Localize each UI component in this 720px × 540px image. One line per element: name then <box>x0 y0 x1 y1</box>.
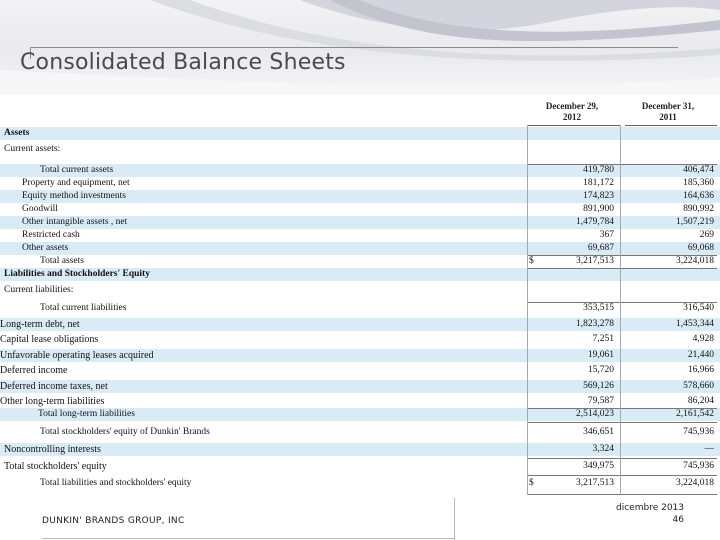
table-row <box>0 443 720 456</box>
currency-symbol: $ <box>529 478 534 488</box>
value-2011: 21,440 <box>687 350 714 360</box>
table-row <box>0 349 720 362</box>
currency-symbol: $ <box>529 256 534 266</box>
value-2012: 2,514,023 <box>576 409 614 419</box>
row-label: Assets <box>4 128 30 138</box>
value-2011: 164,636 <box>683 191 714 201</box>
row-label: Other assets <box>22 243 69 253</box>
column-header-2012-year: 2012 <box>563 112 581 122</box>
column-underline-2012 <box>528 125 620 126</box>
footer-page-number: 46 <box>672 515 684 525</box>
value-2012: 891,900 <box>583 204 614 214</box>
row-label: Total current liabilities <box>40 303 127 313</box>
value-2011: 269 <box>699 230 714 240</box>
value-2012: 7,251 <box>592 334 614 344</box>
value-2012: 69,687 <box>587 243 614 253</box>
value-2011: 185,360 <box>683 178 714 188</box>
table-row <box>0 364 720 377</box>
column-header-2012-date: December 29, <box>545 101 599 111</box>
column-header-2011-date: December 31, <box>641 101 695 111</box>
column-divider <box>620 125 621 495</box>
value-2011: 316,540 <box>683 303 714 313</box>
table-row <box>0 477 720 490</box>
value-2011: 3,224,018 <box>676 256 714 266</box>
value-2012: 3,217,513 <box>576 256 614 266</box>
table-row <box>0 302 720 315</box>
separator-line <box>527 494 717 495</box>
separator-line <box>527 164 717 165</box>
table-row <box>0 229 720 242</box>
column-header-2012 <box>532 101 612 123</box>
value-2012: 19,061 <box>587 350 614 360</box>
value-2012: 569,126 <box>583 381 614 391</box>
table-row <box>0 177 720 190</box>
footer-divider <box>454 498 455 540</box>
column-underline-2011 <box>625 125 717 126</box>
column-header-2011-year: 2011 <box>659 112 677 122</box>
row-label: Total stockholders' equity of Dunkin' Brands <box>40 427 210 437</box>
table-row <box>0 255 720 268</box>
separator-line <box>527 268 717 269</box>
row-label: Total stockholders' equity <box>4 461 107 472</box>
table-row <box>0 268 720 281</box>
title-rule <box>30 47 678 48</box>
value-2012: 15,720 <box>587 365 614 375</box>
value-2012: 3,217,513 <box>576 478 614 488</box>
table-row <box>0 460 720 473</box>
row-label: Deferred income taxes, net <box>0 381 108 392</box>
separator-line <box>527 408 717 409</box>
column-header-2011 <box>628 101 708 123</box>
table-row <box>0 408 720 421</box>
value-2012: 353,515 <box>583 303 614 313</box>
table-row <box>0 318 720 331</box>
separator-line <box>527 475 717 476</box>
row-label: Total liabilities and stockholders' equity <box>40 478 192 488</box>
table-row <box>0 380 720 393</box>
value-2012: 367 <box>599 230 614 240</box>
value-2011: 4,928 <box>692 334 714 344</box>
table-row <box>0 216 720 229</box>
table-row <box>0 242 720 255</box>
value-2011: 86,204 <box>687 396 714 406</box>
value-2011: — <box>704 444 714 454</box>
row-label: Long-term debt, net <box>0 319 80 330</box>
row-label: Other intangible assets , net <box>22 217 128 227</box>
row-label: Restricted cash <box>22 230 80 240</box>
value-2011: 745,936 <box>683 461 714 471</box>
row-label: Equity method investments <box>22 191 126 201</box>
column-divider <box>527 125 528 495</box>
value-2011: 69,068 <box>687 243 714 253</box>
row-label: Unfavorable operating leases acquired <box>0 350 154 361</box>
value-2012: 1,823,278 <box>576 319 614 329</box>
table-row <box>0 284 720 297</box>
table-row <box>0 203 720 216</box>
value-2011: 406,474 <box>683 165 714 175</box>
value-2011: 745,936 <box>683 427 714 437</box>
value-2011: 3,224,018 <box>676 478 714 488</box>
table-row <box>0 143 720 156</box>
value-2011: 2,161,542 <box>676 409 714 419</box>
row-label: Current liabilities: <box>4 285 74 295</box>
row-label: Liabilities and Stockholders' Equity <box>4 269 150 279</box>
value-2011: 890,992 <box>683 204 714 214</box>
value-2011: 1,453,344 <box>676 319 714 329</box>
value-2012: 1,479,784 <box>576 217 614 227</box>
separator-line <box>527 458 717 459</box>
row-label: Deferred income <box>0 365 68 376</box>
row-label: Property and equipment, net <box>22 178 130 188</box>
footer-meta <box>600 502 684 526</box>
separator-line <box>527 302 717 303</box>
row-label: Other long-term liabilities <box>0 396 105 407</box>
value-2011: 578,660 <box>683 381 714 391</box>
value-2012: 79,587 <box>587 396 614 406</box>
value-2011: 1,507,219 <box>676 217 714 227</box>
row-label: Current assets: <box>4 144 61 154</box>
value-2012: 349,975 <box>583 461 614 471</box>
row-label: Capital lease obligations <box>0 334 99 345</box>
page-title: Consolidated Balance Sheets <box>20 50 346 75</box>
value-2012: 174,823 <box>583 191 614 201</box>
value-2012: 419,780 <box>583 165 614 175</box>
table-row <box>0 164 720 177</box>
footer-date: dicembre 2013 <box>616 503 684 513</box>
footer-rule <box>42 538 454 539</box>
row-label: Total assets <box>40 256 84 266</box>
table-row <box>0 333 720 346</box>
value-2012: 346,651 <box>583 427 614 437</box>
row-label: Noncontrolling interests <box>4 444 101 455</box>
footer-company: DUNKIN' BRANDS GROUP, INC <box>42 516 185 526</box>
separator-line <box>527 255 717 256</box>
row-label: Total long-term liabilities <box>38 409 135 419</box>
value-2012: 3,324 <box>592 444 614 454</box>
value-2012: 181,172 <box>583 178 614 188</box>
row-label: Total current assets <box>40 165 114 175</box>
table-row <box>0 395 720 408</box>
value-2011: 16,966 <box>687 365 714 375</box>
table-row <box>0 127 720 140</box>
table-row <box>0 426 720 439</box>
separator-line <box>527 422 717 423</box>
table-row <box>0 190 720 203</box>
row-label: Goodwill <box>22 204 58 214</box>
